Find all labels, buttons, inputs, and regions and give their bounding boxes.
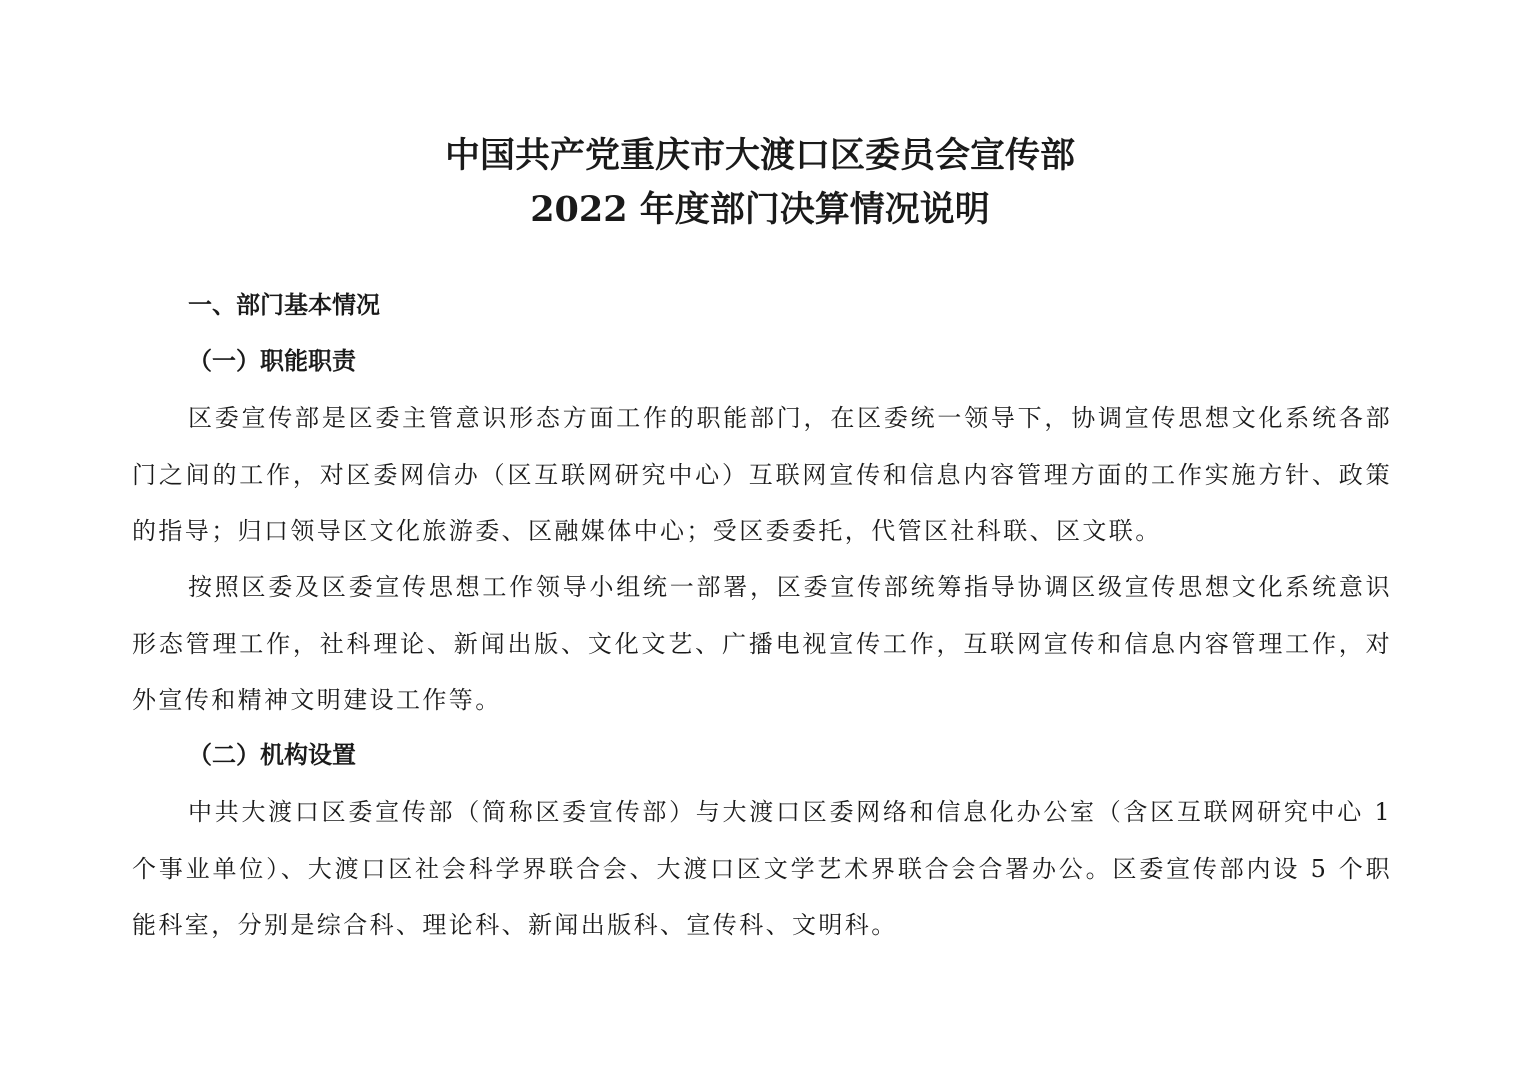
- subsection-heading-duties: （一）职能职责: [188, 346, 356, 375]
- paragraph-duties-2: 按照区委及区委宣传思想工作领导小组统一部署，区委宣传部统筹指导协调区级宣传思想文化系统意识形态管理工作，社科理论、新闻出版、文化文艺、广播电视宣传工作，互联网宣传和信息内容管理工作，对外宣传和精神文明建设工作等。: [132, 573, 1392, 714]
- document-title-line1: 中国共产党重庆市大渡口区委员会宣传部: [444, 135, 1075, 176]
- section-heading-basic-info: 一、部门基本情况: [188, 290, 380, 319]
- paragraph-organization: 中共大渡口区委宣传部（简称区委宣传部）与大渡口区委网络和信息化办公室（含区互联网研究中心 1 个事业单位）、大渡口区社会科学界联合会、大渡口区文学艺术界联合会合署办公。区委宣传部内设 5 个职能科室，分别是综合科、理论科、新闻出版科、宣传科、文明科。: [132, 798, 1392, 939]
- paragraph-duties-1: 区委宣传部是区委主管意识形态方面工作的职能部门，在区委统一领导下，协调宣传思想文化系统各部门之间的工作，对区委网信办（区互联网研究中心）互联网宣传和信息内容管理方面的工作实施方针、政策的指导；归口领导区文化旅游委、区融媒体中心；受区委委托，代管区社科联、区文联。: [132, 404, 1392, 545]
- document-title-line2: 2022 年度部门决算情况说明: [530, 189, 990, 230]
- subsection-heading-organization: （二）机构设置: [188, 740, 356, 769]
